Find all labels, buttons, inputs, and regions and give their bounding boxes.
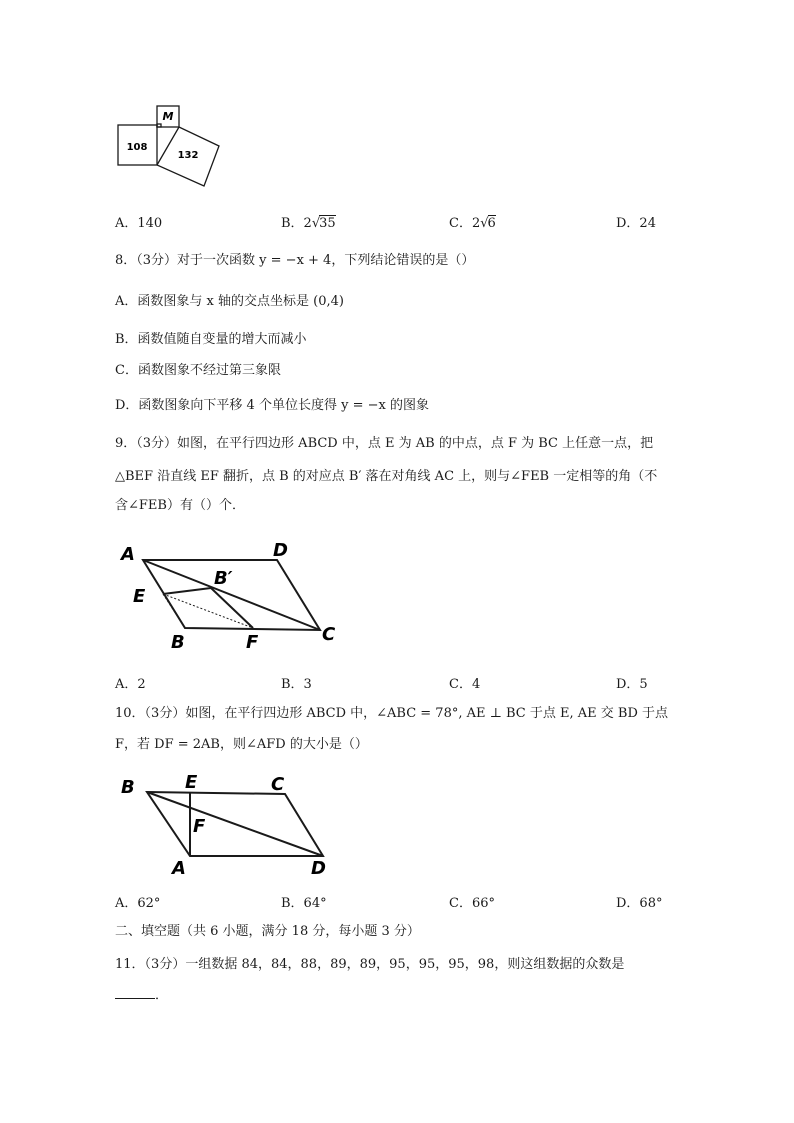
q7-option-c: C．2√6: [449, 216, 496, 231]
label-e: E: [133, 586, 146, 607]
q8-option-b: B．函数值随自变量的增大而减小: [115, 332, 307, 347]
q9-figure: [115, 536, 350, 656]
q11-stem-line2: ．: [115, 986, 168, 1006]
label-132: 132: [177, 150, 199, 161]
q9-stem-line2: △BEF 沿直线 EF 翻折，点 B 的对应点 B′ 落在对角线 AC 上，则与∠FEB 一定相等的角（不: [115, 469, 658, 484]
label-d: D: [311, 858, 326, 879]
label-108: 108: [126, 142, 148, 153]
q10-figure: [115, 768, 340, 883]
label-d: D: [273, 540, 288, 561]
label-m: M: [162, 110, 174, 123]
q11-answer-blank[interactable]: [115, 986, 155, 999]
q7-option-a: A．140: [115, 216, 163, 231]
q7-figure: [110, 98, 230, 198]
q9-option-c: C．4: [449, 677, 481, 692]
right-angle-mark: [157, 124, 161, 127]
segment-b-prime-f: [211, 588, 253, 628]
q7-options: [115, 212, 675, 232]
q10-options: [115, 892, 675, 912]
segment-eb-prime: [163, 588, 211, 594]
q9-stem-line3: 含∠FEB）有（）个．: [115, 498, 245, 513]
q8-option-a: A．函数图象与 x 轴的交点坐标是 (0,4): [115, 294, 344, 309]
label-c: C: [322, 624, 336, 645]
q10-option-a: A．62°: [115, 896, 161, 911]
q10-option-c: C．66°: [449, 896, 495, 911]
label-e: E: [185, 772, 198, 793]
label-a: A: [121, 544, 135, 565]
label-c: C: [271, 774, 285, 795]
q8-stem: 8．（3分）对于一次函数 y = −x + 4，下列结论错误的是（）: [115, 253, 475, 268]
q9-option-a: A．2: [115, 677, 146, 692]
label-b-prime: B′: [214, 568, 233, 589]
q9-option-d: D．5: [616, 677, 648, 692]
q7-option-d: D．24: [616, 216, 656, 231]
diagonal-bd: [147, 792, 323, 856]
q8-option-c: C．函数图象不经过第三象限: [115, 363, 281, 378]
label-b: B: [121, 777, 135, 798]
label-b: B: [171, 632, 185, 653]
q10-option-d: D．68°: [616, 896, 663, 911]
q8-option-d: D．函数图象向下平移 4 个单位长度得 y = −x 的图象: [115, 398, 429, 413]
q11-stem-line1: 11．（3分）一组数据 84，84，88，89，89，95，95，95，98，则这组数据的众数是: [115, 957, 625, 972]
q10-option-b: B．64°: [281, 896, 327, 911]
label-f: F: [246, 632, 259, 653]
label-f: F: [193, 816, 206, 837]
q9-stem-line1: 9．（3分）如图，在平行四边形 ABCD 中，点 E 为 AB 的中点，点 F 为 BC 上任意一点，把: [115, 436, 654, 451]
q10-stem-line2: F，若 DF = 2AB，则∠AFD 的大小是（）: [115, 737, 368, 752]
q9-option-b: B．3: [281, 677, 312, 692]
q10-stem-line1: 10．（3分）如图，在平行四边形 ABCD 中，∠ABC = 78°, AE ⊥ BC 于点 E, AE 交 BD 于点: [115, 706, 668, 721]
label-a: A: [172, 858, 186, 879]
q7-option-b: B．2√35: [281, 216, 336, 231]
section-2-heading: 二、填空题（共 6 小题，满分 18 分，每小题 3 分）: [115, 924, 420, 939]
q9-options: [115, 673, 675, 693]
